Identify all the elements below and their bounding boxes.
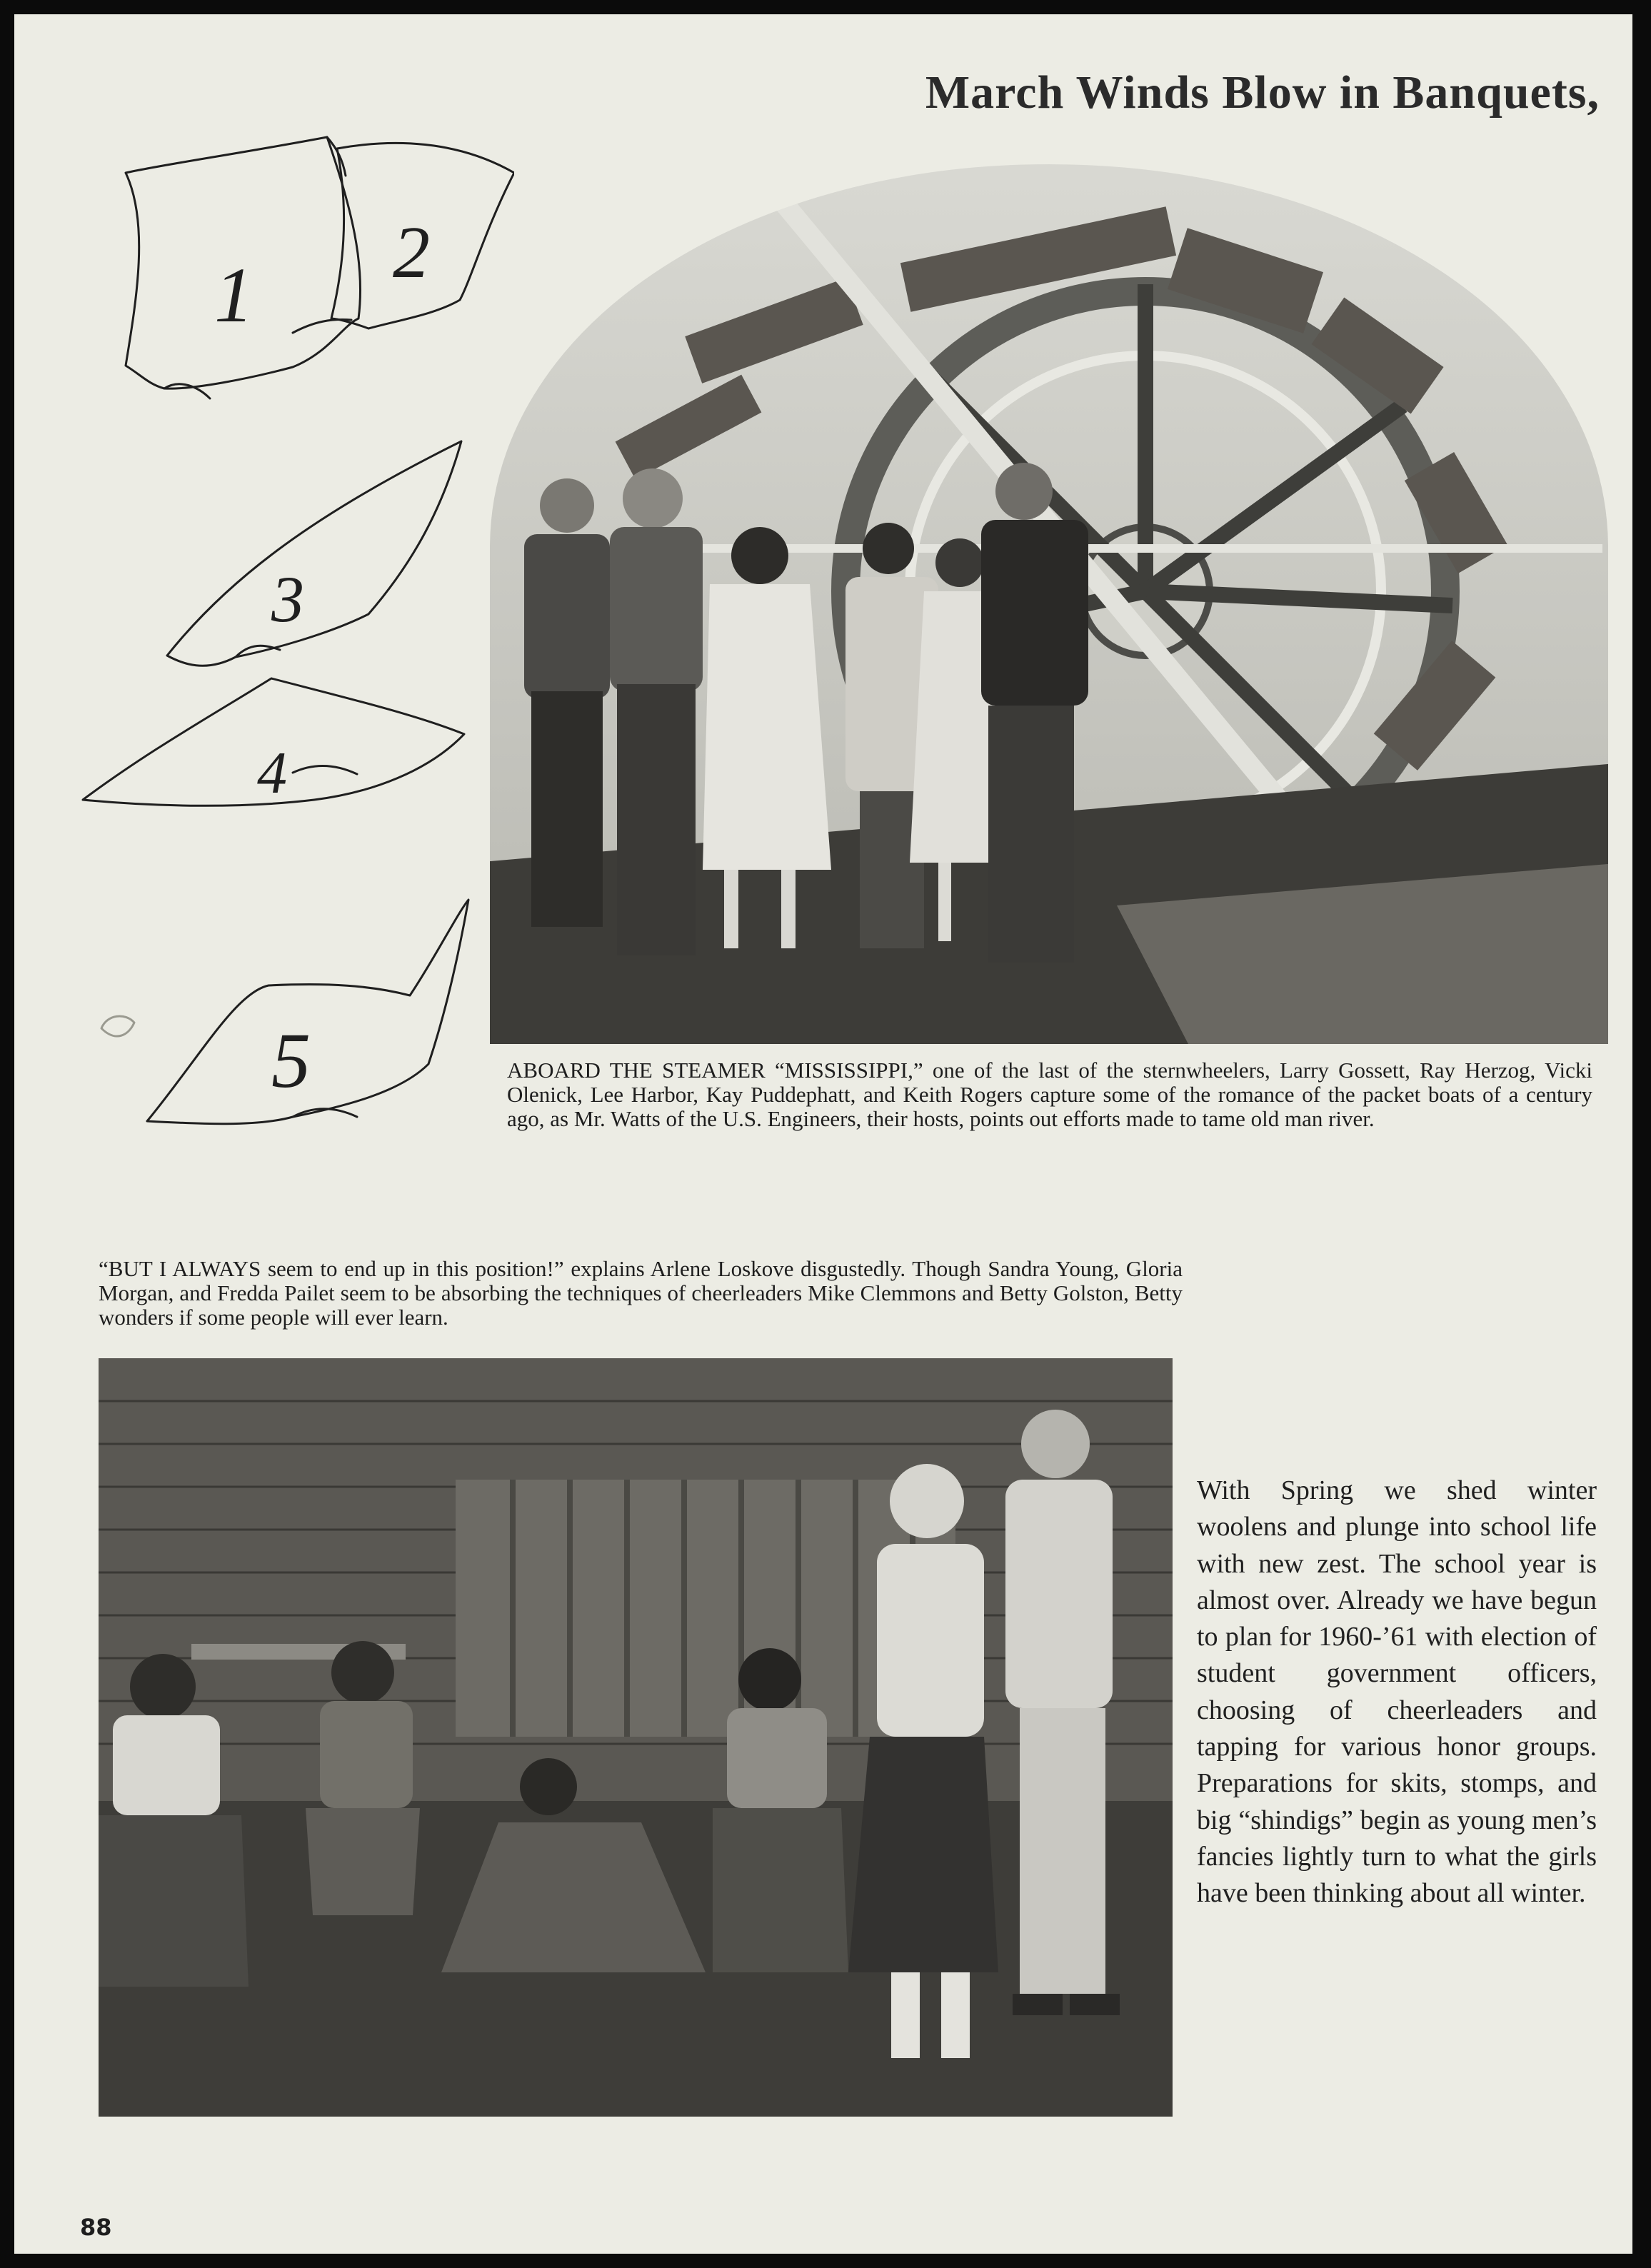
- doodle-page-3: [167, 441, 461, 666]
- doodle-number-1: 1: [214, 251, 254, 338]
- doodle-page-5: [147, 900, 468, 1124]
- doodle-number-4: 4: [257, 740, 287, 806]
- doodle-number-5: 5: [271, 1017, 311, 1104]
- standing-cheerleader-boy: [1005, 1410, 1120, 2015]
- steamer-photo-caption: ABOARD THE STEAMER “MISSISSIPPI,” one of the last of the sternwheelers, Larry Gossett, Ray Herzog, Vicki Olenick, Lee Harbor, Kay Puddephatt, and Keith Rogers capture some of the romance of the packet boats of a century ago, as Mr. Watts of the U.S. Engineers, their hosts, points out efforts made to tame old man river.: [507, 1058, 1592, 1131]
- page-headline: March Winds Blow in Banquets,: [925, 66, 1600, 119]
- person-man-letter-sweater: [524, 478, 610, 927]
- doodle-number-3: 3: [271, 563, 304, 636]
- steamer-photo: [474, 149, 1624, 1044]
- page-number: 88: [80, 2214, 112, 2241]
- calendar-pages-doodle: [57, 107, 514, 1143]
- cheerleader-photo: [99, 1358, 1173, 2117]
- doodle-page-4: [83, 678, 464, 806]
- doodle-page-1: [126, 137, 361, 398]
- yearbook-page: [14, 14, 1632, 2254]
- person-man-suit: [610, 468, 703, 955]
- small-leaf-doodle: [101, 1016, 134, 1036]
- doodle-number-2: 2: [393, 211, 430, 293]
- cheerleader-photo-caption: “BUT I ALWAYS seem to end up in this position!” explains Arlene Loskove disgustedly. Though Sandra Young, Gloria Morgan, and Fredda Pailet seem to be absorbing the techniques of cheerleaders Mike Clemmons and Betty Golston, Betty wonders if some people will ever learn.: [99, 1256, 1183, 1330]
- person-man-dark-jacket: [981, 463, 1088, 963]
- article-body: With Spring we shed winter woolens and plunge into school life with new zest. The school year is almost over. Already we have begun to plan for 1960-’61 with election of student government officers, choosing of cheerleaders and tapping for various honor groups. Preparations for skits, stomps, and big “shindigs” begin as young men’s fancies lightly turn to what the girls have been thinking about all winter.: [1197, 1475, 1597, 1909]
